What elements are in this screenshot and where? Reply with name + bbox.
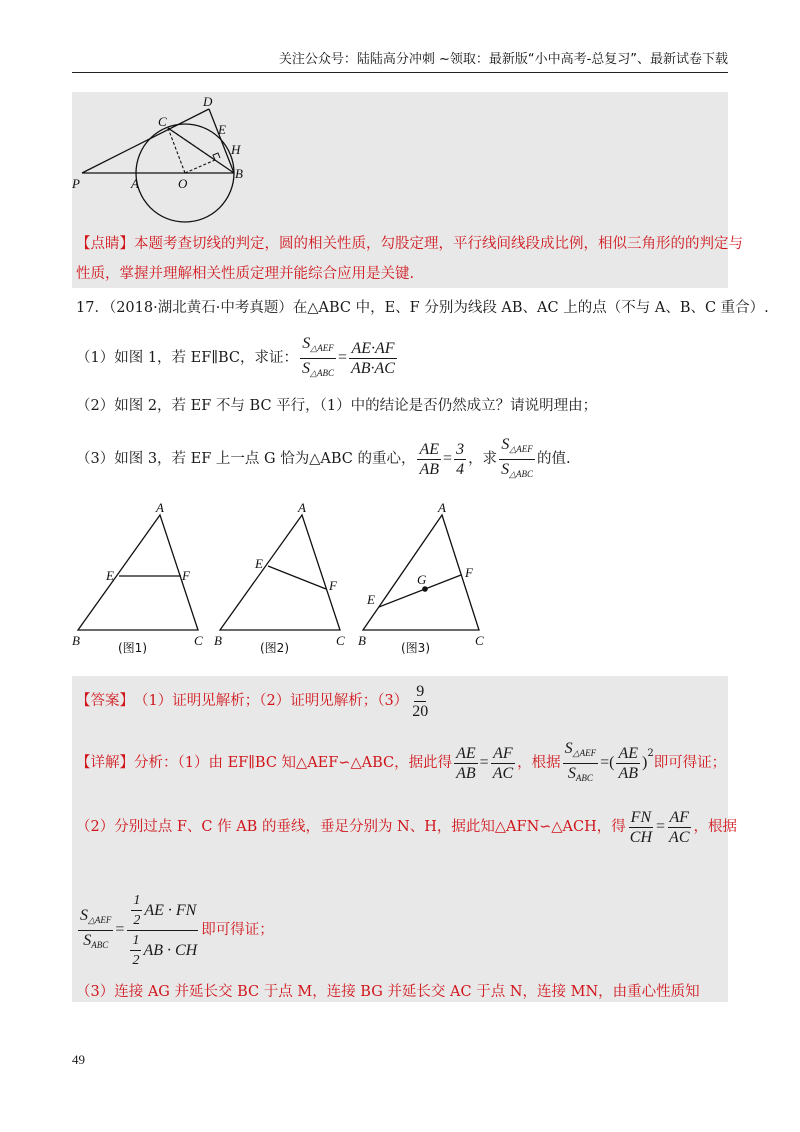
figure-3 <box>357 500 502 665</box>
answer-line: 【答案】 （1）证明见解析；（2）证明见解析；（3） $\frac{9}{20}$ <box>76 682 429 720</box>
figure-2 <box>212 500 357 665</box>
detail-line2: （2）分别过点 F、C 作 AB 的垂线，垂足分别为 N、H，据此知△AFN∽△ACH，得 $\frac{FN}{CH}$ = $\frac{AF}{AC}$ ，根据 <box>76 808 737 846</box>
detail-line1: 【详解】 分析：（1）由 EF∥BC 知△AEF∽△ABC，据此得 $\frac{AE}{AB}$ = $\frac{AF}{AC}$ ，根据 $\frac{S_{\triangle AEF}}{S_{ABC}}$ =( $\frac{AE}{AB}$ ) $^2$ 即可得证； <box>76 739 727 783</box>
dianjing-tag: 【点睛】 <box>76 236 134 252</box>
svg-text:A: A <box>298 500 306 515</box>
dianjing-line2: 性质，掌握并理解相关性质定理并能综合应用是关键. <box>76 266 415 282</box>
svg-text:(图3): (图3) <box>401 641 430 655</box>
question-1: （1）如图 1，若 EF∥BC，求证： $\frac{S_{\triangle AEF}}{S_{\triangle ABC}}$ = $\frac{AE\cdot AF}{AB\cdot AC}$ <box>76 336 399 380</box>
question-2: （2）如图 2，若 EF 不与 BC 平行，（1）中的结论是否仍然成立？请说明理由； <box>76 398 598 414</box>
label-P: P <box>72 176 80 191</box>
label-E: E <box>218 122 226 137</box>
circle-tangent-figure <box>72 96 272 226</box>
svg-text:E: E <box>106 568 114 583</box>
svg-text:C: C <box>194 633 203 648</box>
question-3: （3）如图 3，若 EF 上一点 G 恰为△ABC 的重心， $\frac{AE}{AB}$ = $\frac{3}{4}$ ，求 $\frac{S_{\triangle AEF}}{S_{\triangle ABC}}$ 的值. <box>76 435 571 479</box>
detail-line4: （3）连接 AG 并延长交 BC 于点 M，连接 BG 并延长交 AC 于点 N，连接 MN，由重心性质知 <box>76 984 700 1000</box>
svg-text:A: A <box>156 500 164 515</box>
svg-text:C: C <box>475 633 484 648</box>
label-D: D <box>203 96 213 109</box>
svg-text:F: F <box>329 578 337 593</box>
svg-text:(图2): (图2) <box>260 641 289 655</box>
label-B: B <box>235 166 243 181</box>
label-O: O <box>178 176 188 191</box>
svg-text:A: A <box>438 500 446 515</box>
svg-text:F: F <box>182 568 190 583</box>
dianjing-line1: 【点睛】本题考查切线的判定，圆的相关性质，勾股定理，平行线间线段成比例，相似三角形的的判定与 <box>76 236 743 252</box>
label-C: C <box>158 114 167 129</box>
area-ratio-fraction: $\frac{S_{\triangle AEF}}{S_{\triangle ABC}}$ <box>302 334 334 378</box>
label-H: H <box>231 142 241 157</box>
figure-1 <box>70 500 210 665</box>
svg-text:C: C <box>336 633 345 648</box>
problem-stem: 17．（2018·湖北黄石·中考真题）在△ABC 中，E、F 分别为线段 AB、AC 上的点（不与 A、B、C 重合）. <box>76 300 769 316</box>
label-A: A <box>131 176 139 191</box>
svg-text:F: F <box>465 565 473 580</box>
svg-text:B: B <box>72 633 80 648</box>
page-header: 关注公众号：陆陆高分冲刺 ~领取：最新版“小中高考-总复习”、最新试卷下载 <box>72 50 728 73</box>
svg-text:E: E <box>255 556 263 571</box>
svg-text:(图1): (图1) <box>118 641 147 655</box>
svg-text:G: G <box>417 572 427 587</box>
page-number: 49 <box>72 1052 85 1067</box>
svg-text:B: B <box>358 633 366 648</box>
svg-text:B: B <box>214 633 222 648</box>
svg-text:E: E <box>367 592 375 607</box>
detail-line3: $\frac{S_{\triangle AEF}}{S_{ABC}}$ = $\frac{1}{2}$ AE · FN $\frac{1}{2}$ AB · CH 即可得证； <box>80 892 274 968</box>
product-ratio-fraction: $\frac{AE\cdot AF}{AB\cdot AC}$ <box>350 339 395 377</box>
